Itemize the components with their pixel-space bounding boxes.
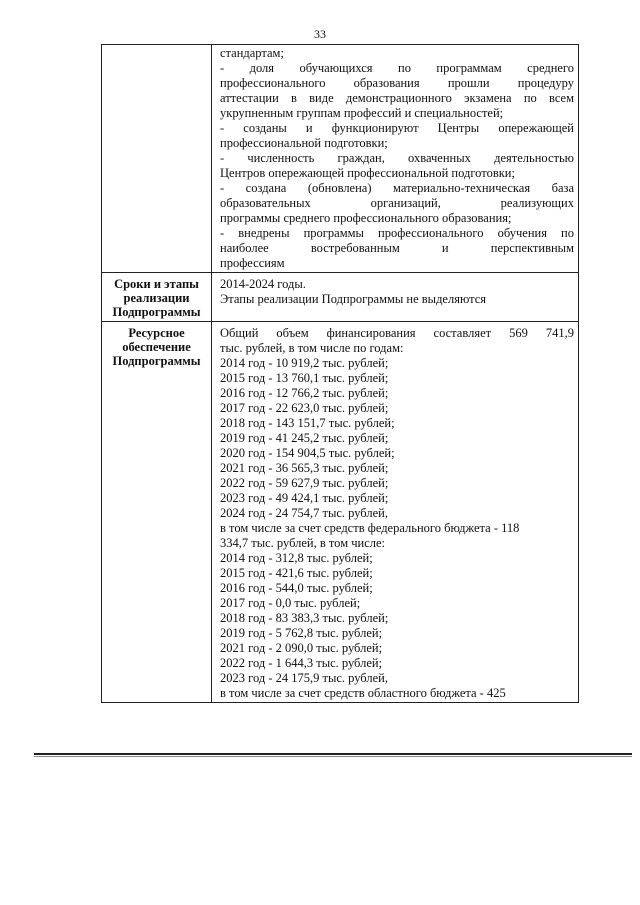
label-line: реализации: [123, 291, 190, 305]
text-line: 2019 год - 41 245,2 тыс. рублей;: [220, 431, 389, 445]
row-label-empty: [102, 45, 212, 273]
text-line: 2017 год - 22 623,0 тыс. рублей;: [220, 401, 389, 415]
table-row: [102, 45, 579, 273]
text-line: в том числе за счет средств федерального бюджета - 118: [220, 521, 520, 535]
text-line: 2020 год - 154 904,5 тыс. рублей;: [220, 446, 395, 460]
text-line: в том числе за счет средств областного бюджета - 425: [220, 686, 506, 700]
text-line: 2021 год - 36 565,3 тыс. рублей;: [220, 461, 389, 475]
page-number: 33: [314, 27, 326, 41]
text-line: 2016 год - 12 766,2 тыс. рублей;: [220, 386, 389, 400]
text-line: 2024 год - 24 754,7 тыс. рублей,: [220, 506, 388, 520]
text-line: аттестации в виде демонстрационного экзамена по всем: [220, 91, 574, 105]
row-label-resources: [102, 322, 212, 703]
text-line: 2018 год - 83 383,3 тыс. рублей;: [220, 611, 389, 625]
text-line: Этапы реализации Подпрограммы не выделяются: [220, 292, 487, 306]
text-line: - внедрены программы профессионального обучения по: [220, 226, 574, 240]
text-line: образовательных организаций, реализующих: [220, 196, 574, 210]
text-line: 2014-2024 годы.: [220, 277, 306, 291]
text-line: стандартам;: [220, 46, 284, 60]
text-line: 2014 год - 10 919,2 тыс. рублей;: [220, 356, 389, 370]
label-line: Подпрограммы: [112, 305, 201, 319]
text-line: - создана (обновлена) материально-техническая база: [220, 181, 574, 195]
timing-content: [212, 273, 579, 322]
text-line: 334,7 тыс. рублей, в том числе:: [220, 536, 386, 550]
text-line: 2022 год - 1 644,3 тыс. рублей;: [220, 656, 383, 670]
text-line: 2018 год - 143 151,7 тыс. рублей;: [220, 416, 395, 430]
resources-content: [212, 322, 579, 703]
text-line: - численность граждан, охваченных деятельностью: [220, 151, 574, 165]
text-line: - созданы и функционируют Центры опережающей: [220, 121, 574, 135]
text-line: - доля обучающихся по программам среднего: [220, 61, 574, 75]
text-line: 2014 год - 312,8 тыс. рублей;: [220, 551, 373, 565]
label-line: Подпрограммы: [112, 354, 201, 368]
text-line: 2015 год - 13 760,1 тыс. рублей;: [220, 371, 389, 385]
page-divider: [34, 753, 632, 755]
text-line: 2021 год - 2 090,0 тыс. рублей;: [220, 641, 383, 655]
text-line: профессиям: [220, 256, 285, 270]
text-line: 2023 год - 49 424,1 тыс. рублей;: [220, 491, 389, 505]
indicators-content: [212, 45, 579, 273]
text-line: профессионального образования прошли процедуру: [220, 76, 574, 90]
text-line: укрупненным группам профессий и специальностей;: [220, 106, 504, 120]
page-divider-shadow: [34, 756, 632, 757]
text-line: 2015 год - 421,6 тыс. рублей;: [220, 566, 373, 580]
text-line: профессиональной подготовки;: [220, 136, 388, 150]
text-line: наиболее востребованным и перспективным: [220, 241, 574, 255]
text-line: 2016 год - 544,0 тыс. рублей;: [220, 581, 373, 595]
text-line: Центров опережающей профессиональной подготовки;: [220, 166, 515, 180]
label-line: обеспечение: [122, 340, 191, 354]
label-line: Сроки и этапы: [114, 277, 199, 291]
row-label-timing: [102, 273, 212, 322]
passport-table: [101, 44, 579, 703]
text-line: Общий объем финансирования составляет 569 741,9: [220, 326, 574, 340]
text-line: 2017 год - 0,0 тыс. рублей;: [220, 596, 361, 610]
label-line: Ресурсное: [128, 326, 185, 340]
text-line: программы среднего профессионального образования;: [220, 211, 512, 225]
text-line: 2023 год - 24 175,9 тыс. рублей,: [220, 671, 388, 685]
table-row: [102, 273, 579, 322]
text-line: 2022 год - 59 627,9 тыс. рублей;: [220, 476, 389, 490]
table-row: [102, 322, 579, 703]
text-line: тыс. рублей, в том числе по годам:: [220, 341, 404, 355]
text-line: 2019 год - 5 762,8 тыс. рублей;: [220, 626, 383, 640]
